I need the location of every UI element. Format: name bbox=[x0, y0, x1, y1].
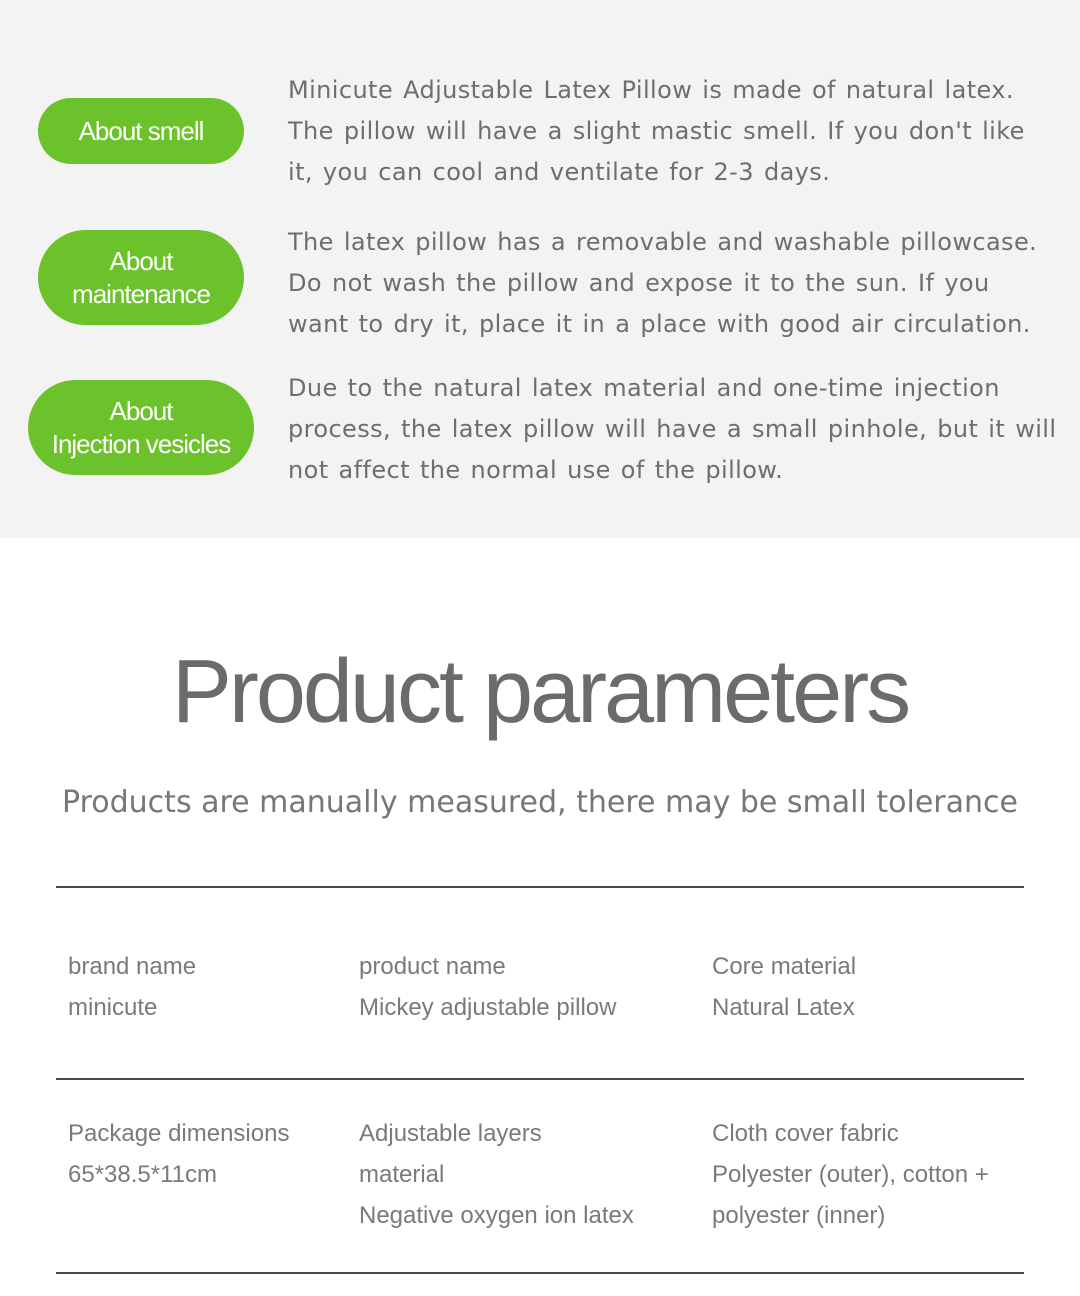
care-notes-section bbox=[0, 0, 1080, 538]
brand-name-label: brand name bbox=[68, 953, 197, 980]
product-name-cell bbox=[359, 946, 616, 1028]
about-maintenance-badge: About maintenance bbox=[38, 230, 244, 325]
product-name-value: Mickey adjustable pillow bbox=[359, 994, 617, 1021]
product-name-label: product name bbox=[359, 953, 506, 980]
package-dimensions-value: 65*38.5*11cm bbox=[68, 1161, 217, 1188]
about-injection-vesicles-badge: About Injection vesicles bbox=[28, 380, 254, 475]
page-subtitle: Products are manually measured, there may be small tolerance bbox=[62, 785, 1018, 820]
table-divider-top bbox=[56, 886, 1024, 888]
cloth-cover-fabric-value-line2: polyester (inner) bbox=[712, 1202, 886, 1229]
table-divider-middle bbox=[56, 1078, 1024, 1080]
cloth-cover-fabric-label: Cloth cover fabric bbox=[712, 1120, 899, 1147]
about-maintenance-text: The latex pillow has a removable and washable pillowcase. Do not wash the pillow and expose it to the sun. If you want to dry it, place it in a place with good air circulation. bbox=[288, 228, 1038, 338]
adjustable-layers-label: Adjustable layers bbox=[359, 1120, 542, 1147]
about-smell-badge: About smell bbox=[38, 98, 244, 164]
core-material-label: Core material bbox=[712, 953, 857, 980]
cloth-cover-fabric-cell bbox=[712, 1113, 989, 1236]
brand-name-value: minicute bbox=[68, 994, 158, 1021]
package-dimensions-label: Package dimensions bbox=[68, 1120, 290, 1147]
core-material-cell bbox=[712, 946, 856, 1028]
core-material-value: Natural Latex bbox=[712, 994, 855, 1021]
page-title: Product parameters bbox=[171, 642, 909, 742]
cloth-cover-fabric-value: Polyester (outer), cotton + bbox=[712, 1161, 989, 1188]
about-smell-text: Minicute Adjustable Latex Pillow is made of natural latex. The pillow will have a slight mastic smell. If you don't like it, you can cool and ventilate for 2-3 days. bbox=[288, 76, 1025, 186]
adjustable-layers-label-line2: material bbox=[359, 1161, 445, 1188]
package-dimensions-cell bbox=[68, 1113, 289, 1195]
table-divider-bottom bbox=[56, 1272, 1024, 1274]
brand-name-cell bbox=[68, 946, 196, 1028]
adjustable-layers-value: Negative oxygen ion latex bbox=[359, 1202, 634, 1229]
adjustable-layers-cell bbox=[359, 1113, 634, 1236]
about-injection-vesicles-text: Due to the natural latex material and one-time injection process, the latex pillow will have a small pinhole, but it will not affect the normal use of the pillow. bbox=[288, 374, 1057, 484]
